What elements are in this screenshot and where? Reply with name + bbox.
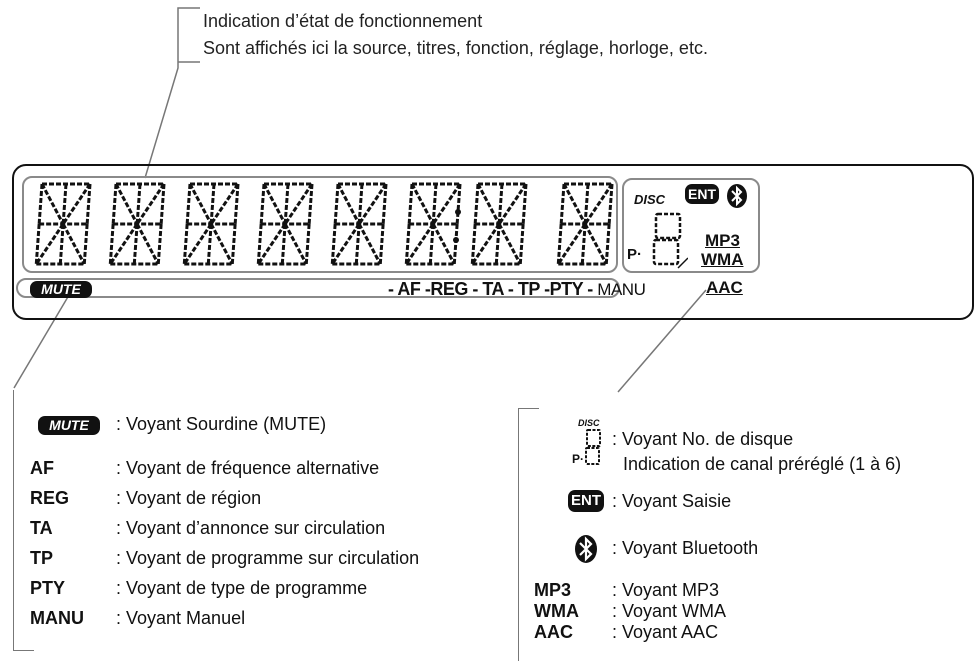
legend-ent-desc: : Voyant Saisie bbox=[612, 491, 732, 511]
legend-disc-digit-icon bbox=[583, 428, 603, 468]
segment-char bbox=[406, 184, 460, 264]
segment-char bbox=[558, 184, 612, 264]
format-aac: AAC bbox=[706, 278, 743, 297]
legend-item-manu: MANU : Voyant Manuel bbox=[30, 608, 246, 628]
format-wma: WMA bbox=[701, 250, 744, 269]
top-annotation bbox=[203, 8, 708, 62]
legend-item-wma: WMA : Voyant WMA bbox=[534, 601, 727, 621]
legend-item-aac: AAC : Voyant AAC bbox=[534, 622, 719, 642]
segment-characters bbox=[28, 182, 616, 270]
legend-bluetooth-icon bbox=[572, 534, 600, 564]
legend-ent-badge: ENT bbox=[568, 490, 604, 512]
legend-mute-desc: : Voyant Sourdine (MUTE) bbox=[116, 414, 327, 434]
legend-item-af: AF : Voyant de fréquence alternative bbox=[30, 458, 380, 478]
legend-p-small-label: P· bbox=[572, 452, 584, 466]
segment-char bbox=[258, 184, 312, 264]
segment-char bbox=[472, 184, 526, 264]
indicator-ta: TA bbox=[482, 279, 504, 299]
legend-disc-small-label: DISC bbox=[578, 418, 600, 428]
indicator-manu: MANU bbox=[597, 280, 646, 299]
legend-item-tp: TP : Voyant de programme sur circulation bbox=[30, 548, 420, 568]
legend-disc-desc1: : Voyant No. de disque bbox=[612, 429, 794, 449]
indicator-af: AF bbox=[397, 279, 421, 299]
top-annotation-line1: Indication d’état de fonctionnement bbox=[203, 11, 483, 31]
legend-mute-badge: MUTE bbox=[38, 416, 100, 435]
legend-item-pty: PTY : Voyant de type de programme bbox=[30, 578, 368, 598]
right-legend-formats bbox=[534, 580, 726, 643]
disc-label: DISC bbox=[634, 192, 666, 207]
indicator-reg: REG bbox=[430, 279, 468, 299]
left-legend-list bbox=[30, 458, 500, 638]
legend-bluetooth-desc: : Voyant Bluetooth bbox=[612, 538, 759, 558]
bluetooth-icon bbox=[724, 183, 750, 209]
legend-item-mp3: MP3 : Voyant MP3 bbox=[534, 580, 720, 600]
ent-badge: ENT bbox=[685, 184, 719, 204]
format-mp3: MP3 bbox=[705, 231, 740, 250]
p-label: P· bbox=[627, 246, 642, 263]
segment-char bbox=[110, 184, 164, 264]
legend-item-ta: TA : Voyant d’annonce sur circulation bbox=[30, 518, 386, 538]
segment-char bbox=[184, 184, 238, 264]
segment-char bbox=[332, 184, 386, 264]
segment-char bbox=[36, 184, 90, 264]
mute-badge: MUTE bbox=[30, 281, 92, 298]
legend-disc-desc2: Indication de canal préréglé (1 à 6) bbox=[623, 454, 902, 474]
indicator-tp: TP bbox=[517, 279, 540, 299]
top-annotation-line2: Sont affichés ici la source, titres, fonction, réglage, horloge, etc. bbox=[203, 38, 708, 58]
indicator-pty: PTY bbox=[549, 279, 583, 299]
top-leader-line bbox=[145, 8, 200, 178]
legend-item-reg: REG : Voyant de région bbox=[30, 488, 262, 508]
disc-digit-icon bbox=[648, 212, 688, 272]
indicator-words: - AF -REG - TA - TP -PTY - MANU bbox=[388, 279, 646, 299]
